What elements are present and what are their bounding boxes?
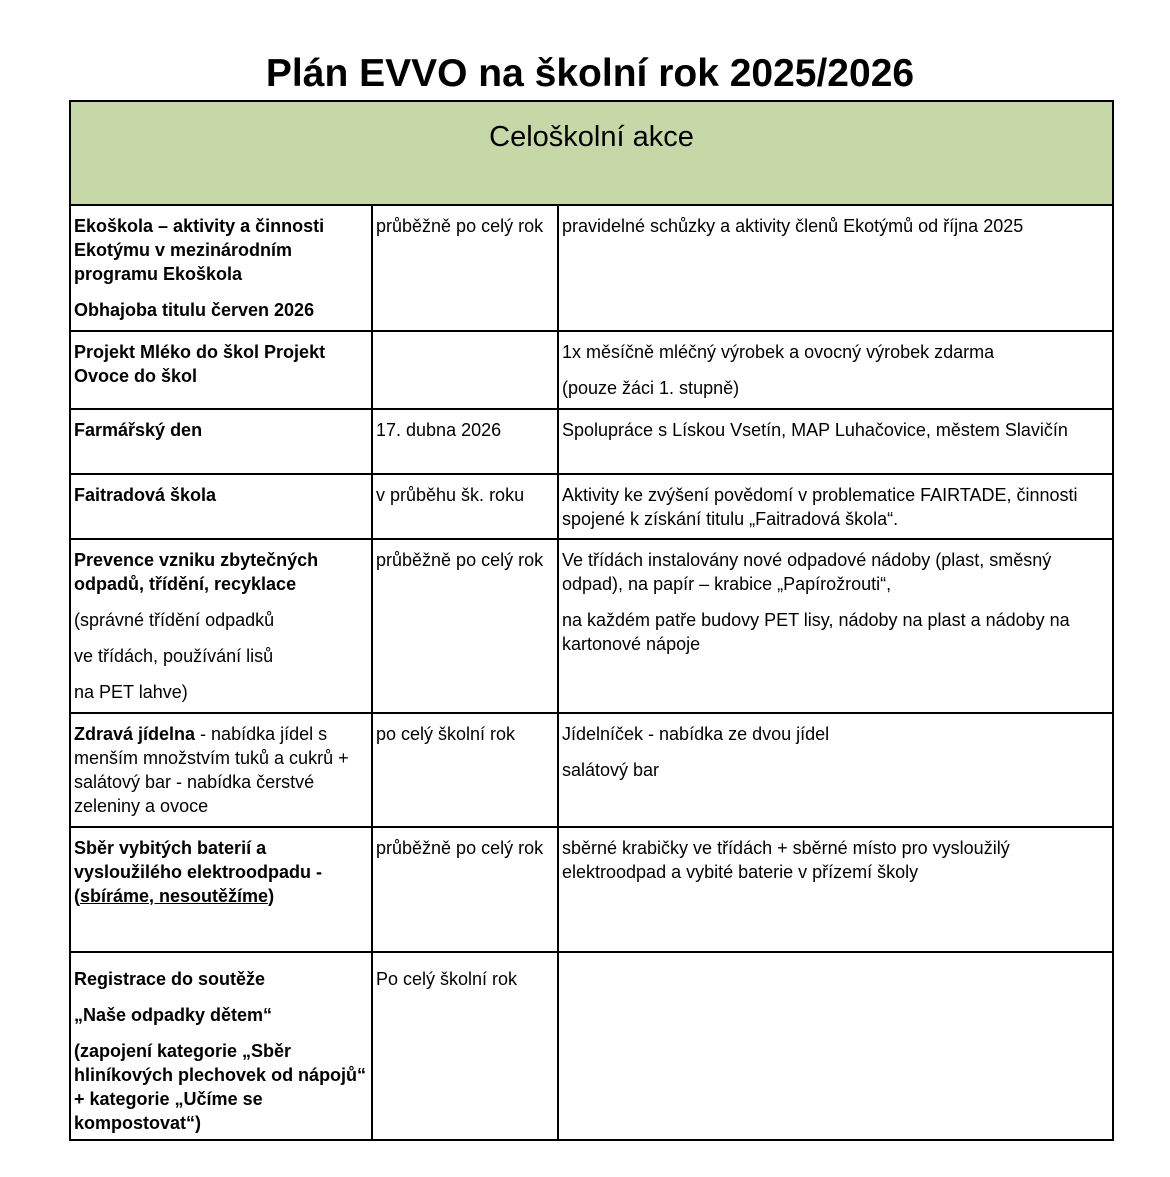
- activity-note: (správné třídění odpadků: [74, 610, 275, 630]
- description-cell: [558, 409, 1113, 474]
- activity-cell: [70, 331, 372, 409]
- description-cell: [558, 205, 1113, 331]
- time-cell: v průběhu šk. roku: [372, 474, 558, 539]
- table-row: [70, 474, 1113, 539]
- description-text: pravidelné schůzky a aktivity členů Ekotýmů od října 2025: [562, 216, 1024, 236]
- activity-cell: [70, 713, 372, 827]
- activity-text: Farmářský den: [74, 420, 203, 440]
- description-cell: [558, 827, 1113, 952]
- time-cell: 17. dubna 2026: [372, 409, 558, 474]
- table-row: [70, 409, 1113, 474]
- description-text: Spolupráce s Lískou Vsetín, MAP Luhačovice, městem Slavičín: [562, 420, 1068, 440]
- description-text: Aktivity ke zvýšení povědomí v problematice FAIRTADE, činnosti spojené k získání titulu „Faitradová škola“.: [562, 485, 1078, 529]
- time-cell: Po celý školní rok: [372, 952, 558, 1140]
- section-header: Celoškolní akce: [70, 101, 1113, 205]
- description-text: sběrné krabičky ve třídách + sběrné místo pro vysloužilý elektroodpad a vybité baterie v přízemí školy: [562, 838, 1010, 882]
- activity-cell: [70, 474, 372, 539]
- page-title: Plán EVVO na školní rok 2025/2026: [265, 52, 915, 95]
- activity-text: Faitradová škola: [74, 485, 217, 505]
- section-header-row: [70, 101, 1113, 205]
- table-row: [70, 205, 1113, 331]
- activity-cell: [70, 952, 372, 1140]
- activity-cell: [70, 409, 372, 474]
- description-cell: [558, 539, 1113, 713]
- time-cell: [372, 331, 558, 409]
- table-row: [70, 539, 1113, 713]
- activity-text: „Naše odpadky dětem“: [74, 1005, 273, 1025]
- activity-text: Ekoškola – aktivity a činnosti Ekotýmu v mezinárodním programu Ekoškola: [74, 216, 325, 284]
- activity-end: ): [268, 886, 275, 906]
- activity-text: (zapojení kategorie „Sběr hliníkových plechovek od nápojů“ + kategorie „Učíme se kompostovat“): [74, 1041, 367, 1133]
- activity-main: Sběr vybitých baterií a vysloužilého elektroodpadu - (: [74, 838, 323, 906]
- description-text: 1x měsíčně mléčný výrobek a ovocný výrobek zdarma: [562, 342, 995, 362]
- activity-cell: [70, 539, 372, 713]
- description-text: (pouze žáci 1. stupně): [562, 378, 740, 398]
- table-row: [70, 827, 1113, 952]
- activity-cell: [70, 827, 372, 952]
- time-cell: průběžně po celý rok: [372, 539, 558, 713]
- time-cell: průběžně po celý rok: [372, 205, 558, 331]
- table-row: [70, 952, 1113, 1140]
- description-text: salátový bar: [562, 760, 660, 780]
- description-cell: [558, 952, 1113, 1140]
- description-cell: [558, 474, 1113, 539]
- activity-text: Prevence vzniku zbytečných odpadů, třídění, recyklace: [74, 550, 319, 594]
- activity-cell: [70, 205, 372, 331]
- description-cell: [558, 713, 1113, 827]
- description-cell: [558, 331, 1113, 409]
- description-text: Jídelníček - nabídka ze dvou jídel: [562, 724, 830, 744]
- time-cell: po celý školní rok: [372, 713, 558, 827]
- activity-underlined: sbíráme, nesoutěžíme: [80, 886, 269, 906]
- activity-text: Registrace do soutěže: [74, 969, 266, 989]
- table-row: [70, 331, 1113, 409]
- description-text: na každém patře budovy PET lisy, nádoby na plast a nádoby na kartonové nápoje: [562, 610, 1070, 654]
- plan-table: [69, 100, 1114, 1141]
- activity-note: ve třídách, používání lisů: [74, 646, 274, 666]
- activity-text: [74, 836, 368, 908]
- activity-note: na PET lahve): [74, 682, 188, 702]
- time-cell: průběžně po celý rok: [372, 827, 558, 952]
- activity-text: Obhajoba titulu červen 2026: [74, 300, 315, 320]
- activity-text: [74, 722, 368, 818]
- table-row: [70, 713, 1113, 827]
- activity-bold: Zdravá jídelna: [74, 724, 196, 744]
- activity-text: Projekt Mléko do škol Projekt Ovoce do škol: [74, 342, 326, 386]
- activity-rest: - nabídka jídel s menším množstvím tuků a cukrů + salátový bar - nabídka čerstvé zeleniny a ovoce: [74, 724, 349, 816]
- description-text: Ve třídách instalovány nové odpadové nádoby (plast, směsný odpad), na papír – krabice „Papírožrouti“,: [562, 550, 1052, 594]
